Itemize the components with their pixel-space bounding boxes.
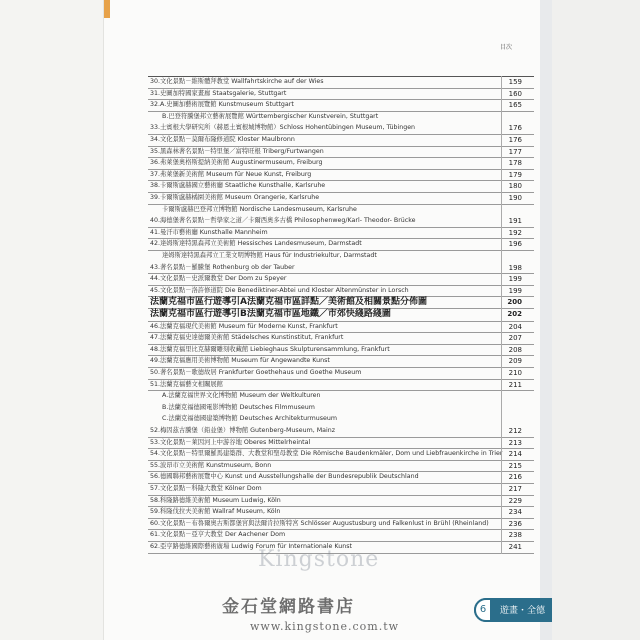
toc-entry-page: 191 xyxy=(508,217,522,226)
toc-entry-page: 176 xyxy=(508,135,522,144)
toc-entry-title: 41.曼汗市藝術廳 Kunsthalle Mannheim xyxy=(150,228,268,236)
toc-entry-page: 178 xyxy=(508,159,522,168)
toc-entry-page: 200 xyxy=(507,298,522,307)
page-edge xyxy=(540,0,552,640)
toc-entry-title: 43.著名景點－羅騰堡 Rothenburg ob der Tauber xyxy=(150,263,295,271)
toc-row xyxy=(148,181,534,193)
toc-entry-page: 241 xyxy=(508,542,522,551)
toc-entry-page: 179 xyxy=(508,170,522,179)
table-of-contents xyxy=(148,76,534,554)
toc-entry-page: 208 xyxy=(508,345,522,354)
footer-page-number: 6 xyxy=(474,598,492,622)
toc-entry-page: 209 xyxy=(508,357,522,366)
toc-row xyxy=(148,147,534,159)
toc-entry-page: 180 xyxy=(508,182,522,191)
toc-entry-title: 49.法蘭克福應用美術博物館 Museum für Angewandte Kunst xyxy=(150,357,330,365)
footer-section-label: 遊畫・全德 xyxy=(500,606,546,616)
toc-entry-page: 204 xyxy=(508,322,522,331)
toc-entry-title: 44.文化景點－史派爾教堂 Der Dom zu Speyer xyxy=(150,275,287,283)
toc-entry-page: 234 xyxy=(508,508,522,517)
toc-entry-title: 50.著名景點－歌德故居 Frankfurter Goethehaus und Goethe Museum xyxy=(150,369,362,377)
toc-entry-title: B.法蘭克福德國電影博物館 Deutsches Filmmuseum xyxy=(162,403,315,411)
toc-entry-title: C.法蘭克福德國建築博物館 Deutsches Architekturmuseum xyxy=(162,415,338,423)
toc-entry-page: 202 xyxy=(507,310,522,319)
toc-entry-title: B.巴登符騰堡邦立藝術展覽館 Württembergischer Kunstverein, Stuttgart xyxy=(162,112,379,120)
toc-entry-title: 58.科隆路德維美術館 Museum Ludwig, Köln xyxy=(150,496,281,504)
toc-row xyxy=(148,333,534,345)
toc-row xyxy=(148,309,534,321)
toc-row xyxy=(148,216,534,228)
toc-entry-page: 214 xyxy=(508,450,522,459)
toc-row xyxy=(148,112,534,124)
watermark-chinese: 金石堂網路書店 xyxy=(222,597,355,617)
toc-row xyxy=(148,297,534,309)
toc-entry-title: 46.法蘭克福現代美術館 Museum für Moderne Kunst, Frankfurt xyxy=(150,322,338,330)
toc-entry-title: 62.亞亨路德維國際藝術廣場 Ludwig Forum für Internationale Kunst xyxy=(150,542,352,550)
watermark-english: Kingstone xyxy=(258,547,380,572)
toc-entry-page: 192 xyxy=(508,228,522,237)
toc-entry-title: 31.史圖加特國家畫廊 Staatsgalerie, Stuttgart xyxy=(150,89,287,97)
toc-entry-page: 165 xyxy=(508,101,522,110)
toc-entry-page: 159 xyxy=(508,78,522,86)
toc-entry-page: 213 xyxy=(508,438,522,447)
toc-row xyxy=(148,461,534,473)
toc-entry-title: 40.海德堡著名景點－哲學家之道／卡爾西奧多古橋 Philosophenweg/Karl- Theodor- Brücke xyxy=(150,217,416,225)
toc-entry-title: 59.科隆伐拉夫美術館 Wallraf Museum, Köln xyxy=(150,508,281,516)
toc-row xyxy=(148,239,534,251)
toc-entry-title: 54.文化景點－特里爾羅馬建築群、大教堂和聖母教堂 Die Römische Baudenkmäler, Dom und Liebfrauenkirche in Trier xyxy=(150,450,503,458)
toc-row xyxy=(148,228,534,240)
toc-row xyxy=(148,484,534,496)
toc-entry-title: 法蘭克福市區行遊導引A法蘭克福市區詳點／美術館及相關景點分佈圖 xyxy=(150,297,427,308)
toc-entry-title: 33.土賓根大學研究所（赫恩土賓根城博物館）Schloss Hohentübingen Museum, Tübingen xyxy=(150,124,416,132)
toc-entry-title: 卡爾斯盧赫巴登邦立博物館 Nordische Landesmuseum, Karlsruhe xyxy=(162,205,357,213)
page-color-strip xyxy=(104,0,110,18)
toc-row xyxy=(148,251,534,263)
toc-row xyxy=(148,345,534,357)
toc-row xyxy=(148,438,534,450)
toc-entry-page: 207 xyxy=(508,334,522,343)
toc-entry-page: 212 xyxy=(508,427,522,435)
corner-label: 目次 xyxy=(500,44,513,51)
toc-row xyxy=(148,135,534,147)
toc-entry-title: 61.文化景點－亞亨大教堂 Der Aachener Dom xyxy=(150,531,286,539)
toc-entry-title: 39.卡爾斯盧赫橘園美術館 Museum Orangerie, Karlsruhe xyxy=(150,193,320,201)
toc-row xyxy=(148,472,534,484)
toc-entry-page: 229 xyxy=(508,496,522,505)
toc-entry-title: 30.文化景點－維斯體拜教堂 Wallfahrtskirche auf der Wies xyxy=(150,78,324,85)
toc-row xyxy=(148,391,534,403)
toc-row xyxy=(148,519,534,531)
toc-row xyxy=(148,414,534,426)
toc-entry-title: 達姆斯達特黑森邦立工業文明博物館 Haus für Industriekultur, Darmstadt xyxy=(162,251,377,259)
toc-entry-title: 35.黑森林著名景點－特里堡／富特旺根 Triberg/Furtwangen xyxy=(150,147,324,155)
column-divider xyxy=(501,541,502,554)
toc-entry-title: 57.文化景點－科隆大教堂 Kölner Dom xyxy=(150,484,262,492)
toc-entry-title: 60.文化景點－布魯爾奧古斯都堡宮與法爾肯拉斯特宮 Schlösser Augustusburg und Falkenlust in Brühl (Rheinland) xyxy=(150,519,489,527)
toc-row xyxy=(148,426,534,438)
toc-entry-title: 47.法蘭克福史達德爾美術館 Städelsches Kunstinstitut, Frankfurt xyxy=(150,334,344,342)
toc-row xyxy=(148,205,534,217)
toc-entry-page: 190 xyxy=(508,193,522,202)
toc-row xyxy=(148,380,534,392)
toc-entry-title: 53.文化景點－萊因河上中游谷地 Oberes Mittelrheintal xyxy=(150,438,311,446)
toc-entry-page: 199 xyxy=(508,286,522,295)
toc-row xyxy=(148,158,534,170)
toc-row xyxy=(148,496,534,508)
toc-entry-title: 48.法蘭克福里比克赫爾雕刻收藏館 Liebieghaus Skulpturensammlung, Frankfurt xyxy=(150,345,390,353)
toc-entry-title: 55.波昂市立美術館 Kunstmuseum, Bonn xyxy=(150,461,272,469)
toc-entry-title: 42.達姆斯達特黑森邦立美術館 Hessisches Landesmuseum, Darmstadt xyxy=(150,240,362,248)
toc-entry-title: 45.文化景點－洛許修道院 Die Benediktiner-Abtei und Kloster Altenmünster in Lorsch xyxy=(150,286,409,294)
toc-row xyxy=(148,368,534,380)
toc-entry-page: 216 xyxy=(508,473,522,482)
toc-row xyxy=(148,193,534,205)
toc-row xyxy=(148,286,534,298)
toc-row xyxy=(148,123,534,135)
toc-row xyxy=(148,170,534,182)
toc-entry-title: 32.A.史圖加藝術展覽館 Kunstmuseum Stuttgart xyxy=(150,101,294,109)
toc-entry-title: 51.法蘭克福藝文相關展館 xyxy=(150,380,223,388)
toc-row xyxy=(148,403,534,415)
toc-row xyxy=(148,100,534,112)
background-margin xyxy=(552,0,640,640)
toc-entry-title: 56.德國聯邦藝術展覽中心 Kunst und Ausstellungshalle der Bundesrepublik Deutschland xyxy=(150,473,419,481)
toc-entry-title: 52.梅因茲古騰堡（鉛並堡）博物館 Gutenberg-Museum, Mainz xyxy=(150,427,336,434)
toc-entry-page: 238 xyxy=(508,531,522,540)
toc-row xyxy=(148,322,534,334)
toc-entry-title: 34.文化景點－莫爾布隆修道院 Kloster Maulbronn xyxy=(150,135,295,143)
toc-row xyxy=(148,263,534,275)
toc-entry-page: 196 xyxy=(508,240,522,249)
toc-entry-title: 法蘭克福市區行遊導引B法蘭克福市區地鐵／市郊快綫路綫圖 xyxy=(150,309,391,320)
toc-entry-page: 211 xyxy=(508,380,522,389)
toc-entry-title: 37.弗萊堡新美術館 Museum für Neue Kunst, Freiburg xyxy=(150,170,312,178)
toc-row xyxy=(148,530,534,542)
toc-row xyxy=(148,449,534,461)
toc-row xyxy=(148,356,534,368)
toc-entry-title: A.法蘭克福世界文化博物館 Museum der Weltkulturen xyxy=(162,392,321,400)
toc-entry-title: 36.弗萊堡奧格斯提納美術館 Augustinermuseum, Freiburg xyxy=(150,159,323,167)
toc-entry-page: 199 xyxy=(508,275,522,284)
toc-row xyxy=(148,76,534,89)
toc-entry-page: 177 xyxy=(508,147,522,156)
toc-entry-page: 176 xyxy=(508,124,522,133)
watermark-url: www.kingstone.com.tw xyxy=(250,620,400,633)
toc-row xyxy=(148,89,534,101)
toc-entry-title: 38.卡爾斯盧赫國立藝術廳 Staatliche Kunsthalle, Karlsruhe xyxy=(150,182,326,190)
toc-entry-page: 160 xyxy=(508,89,522,98)
toc-entry-page: 236 xyxy=(508,519,522,528)
toc-entry-page: 217 xyxy=(508,484,522,493)
toc-entry-page: 210 xyxy=(508,369,522,378)
toc-entry-page: 198 xyxy=(508,263,522,272)
toc-row xyxy=(148,274,534,286)
toc-row xyxy=(148,507,534,519)
toc-entry-page: 215 xyxy=(508,461,522,470)
